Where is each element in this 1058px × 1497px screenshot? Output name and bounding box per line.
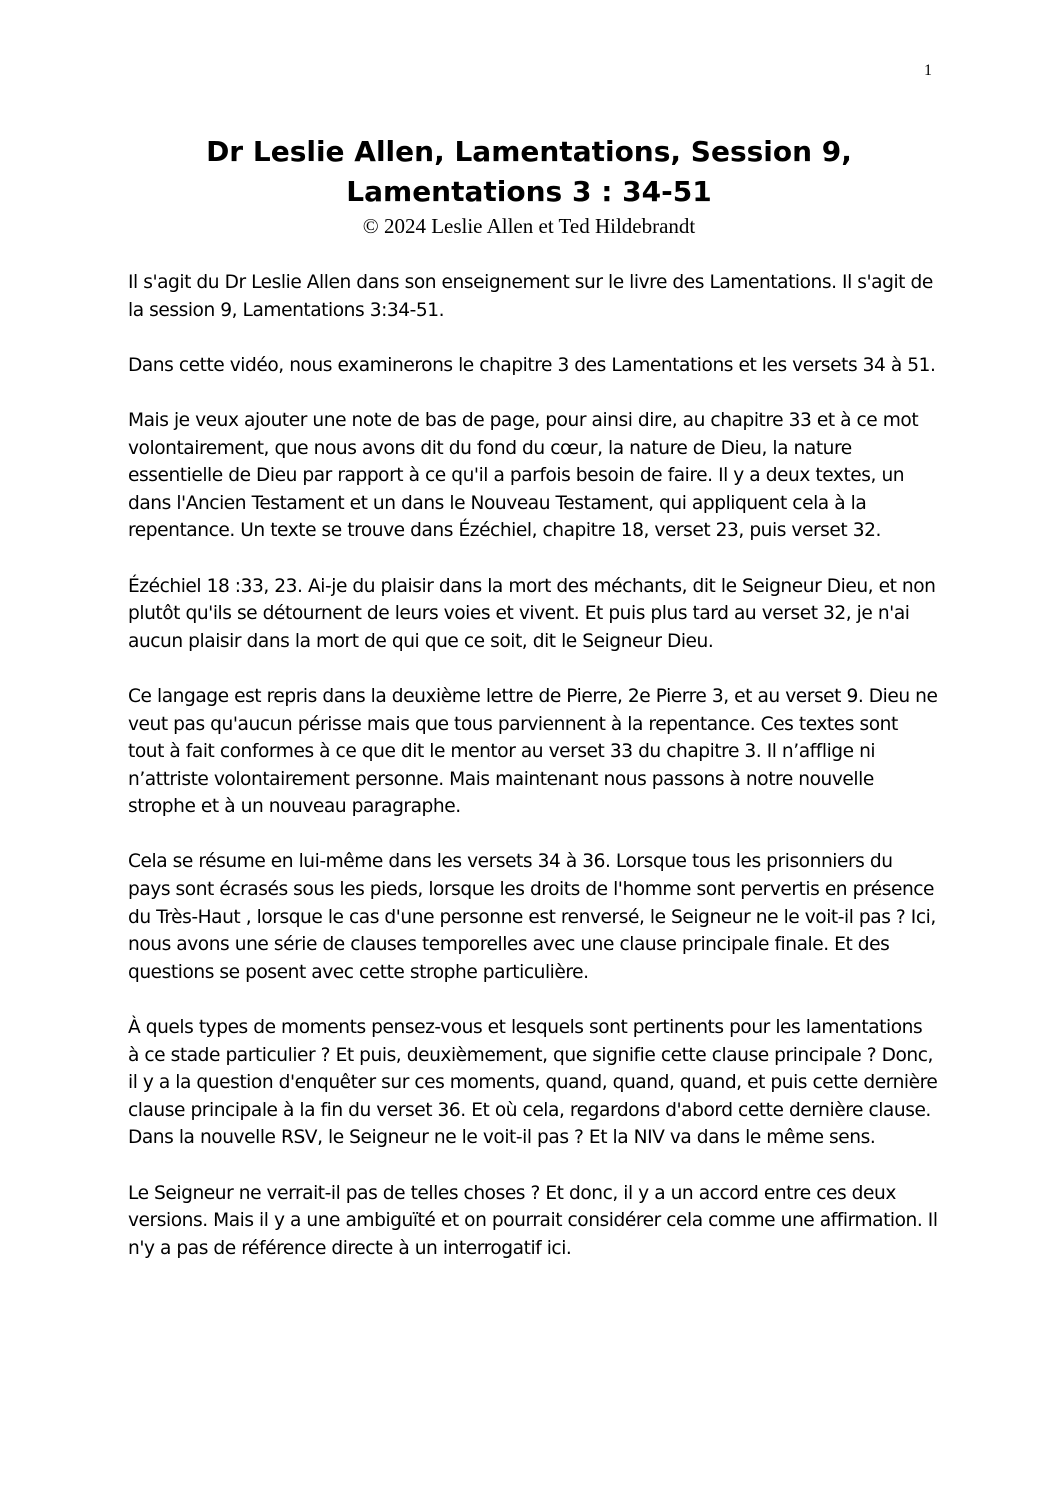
paragraph-8: Le Seigneur ne verrait-il pas de telles choses ? Et donc, il y a un accord entre ces deux versions. Mais il y a une ambiguïté et on pourrait considérer cela comme une affirmation. Il n'y a pas de référence directe à un interrogatif ici. — [128, 1182, 938, 1259]
paragraph-6: Cela se résume en lui-même dans les versets 34 à 36. Lorsque tous les prisonniers du pays sont écrasés sous les pieds, lorsque les droits de l'homme sont pervertis en présence du Très-Haut , lorsque le cas d'une personne est renversé, le Seigneur ne le voit-il pas ? Ici, nous avons une série de clauses temporelles avec une clause principale finale. Et des questions se posent avec cette strophe particulière. — [128, 851, 936, 983]
paragraph-7: À quels types de moments pensez-vous et lesquels sont pertinents pour les lamentations à ce stade particulier ? Et puis, deuxièmement, que signifie cette clause principale ? Donc, il y a la question d'enquêter sur ces moments, quand, quand, quand, et puis cette dernière clause principale à la fin du verset 36. Et où cela, regardons d'abord cette dernière clause. Dans la nouvelle RSV, le Seigneur ne le voit-il pas ? Et la NIV va dans le même sens. — [128, 1017, 938, 1149]
paragraph-4: Ézéchiel 18 :33, 23. Ai-je du plaisir dans la mort des méchants, dit le Seigneur Dieu, et non plutôt qu'ils se détournent de leurs voies et vivent. Et puis plus tard au verset 32, je n'ai aucun plaisir dans la mort de qui que ce soit, dit le Seigneur Dieu. — [128, 575, 936, 652]
document-header — [0, 132, 1058, 240]
paragraph-2: Dans cette vidéo, nous examinerons le chapitre 3 des Lamentations et les versets 34 à 51. — [128, 354, 936, 376]
paragraph-1: Il s'agit du Dr Leslie Allen dans son enseignement sur le livre des Lamentations. Il s'agit de la session 9, Lamentations 3:34-51. — [128, 272, 933, 321]
paragraph-3: Mais je veux ajouter une note de bas de page, pour ainsi dire, au chapitre 33 et à ce mot volontairement, que nous avons dit du fond du cœur, la nature de Dieu, la nature essentielle de Dieu par rapport à ce qu'il a parfois besoin de faire. Il y a deux textes, un dans l'Ancien Testament et un dans le Nouveau Testament, qui appliquent cela à la repentance. Un texte se trouve dans Ézéchiel, chapitre 18, verset 23, puis verset 32. — [128, 409, 919, 542]
page-number: 1 — [924, 62, 932, 79]
document-title-line-2: Lamentations 3 : 34-51 — [346, 175, 712, 208]
document-title-line-1: Dr Leslie Allen, Lamentations, Session 9, — [206, 135, 852, 168]
document-body — [128, 269, 938, 1290]
copyright-notice: © 2024 Leslie Allen et Ted Hildebrandt — [362, 214, 696, 238]
paragraph-5: Ce langage est repris dans la deuxième lettre de Pierre, 2e Pierre 3, et au verset 9. Dieu ne veut pas qu'aucun périsse mais que tous parviennent à la repentance. Ces textes sont tout à fait conformes à ce que dit le mentor au verset 33 du chapitre 3. Il n’afflige ni n’attriste volontairement personne. Mais maintenant nous passons à notre nouvelle strophe et à un nouveau paragraphe. — [128, 685, 938, 818]
